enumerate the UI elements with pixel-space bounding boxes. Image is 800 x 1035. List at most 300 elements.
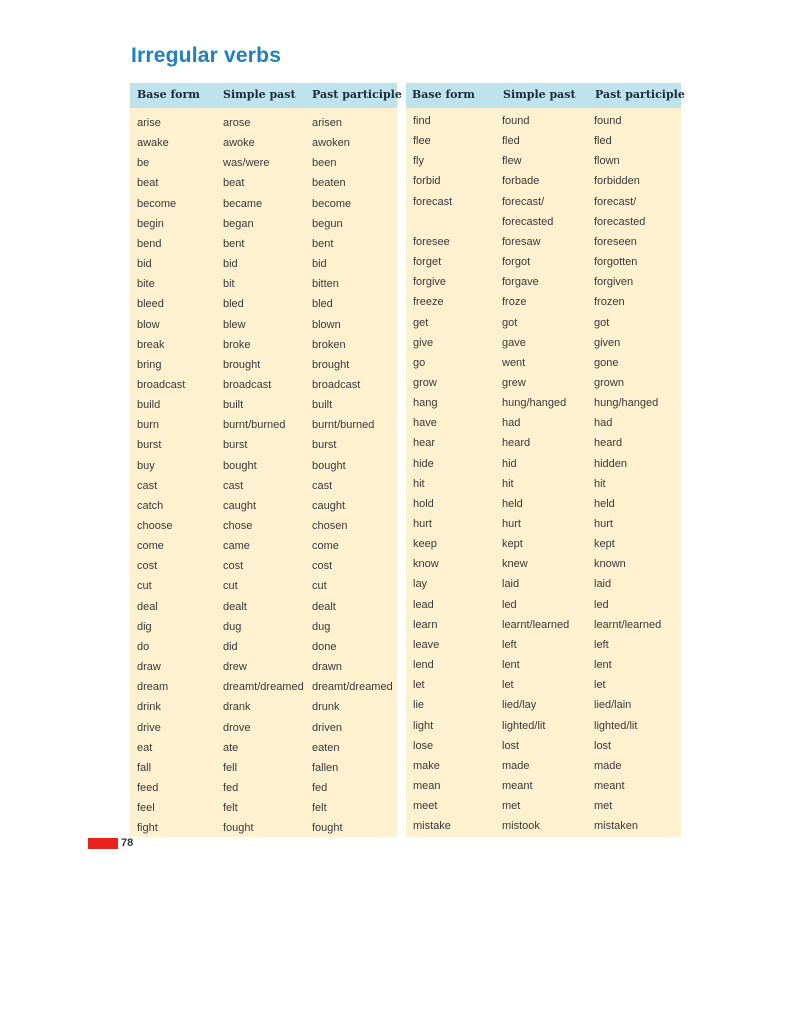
cell-simple-past: chose (223, 520, 253, 532)
header-simple-past: Simple past (503, 88, 576, 101)
table-row (130, 677, 397, 697)
table-row (130, 697, 397, 717)
cell-base-form: get (413, 316, 429, 329)
cell-base-form: feed (137, 781, 159, 794)
cell-base-form: learn (413, 618, 438, 631)
header-past-participle: Past participle (595, 88, 685, 101)
table-row (130, 133, 397, 153)
cell-simple-past: hit (502, 477, 514, 490)
cell-past-participle: caught (312, 499, 346, 512)
cell-simple-past: felt (223, 802, 238, 815)
cell-simple-past: broke (223, 338, 251, 351)
cell-base-form: forget (413, 256, 442, 269)
cell-past-participle: blown (312, 318, 341, 331)
cell-simple-past: fell (223, 761, 238, 774)
cell-simple-past: drank (223, 701, 251, 714)
verb-table-right (406, 83, 685, 837)
header-simple-past: Simple past (223, 88, 296, 101)
cell-simple-past: kept (502, 538, 523, 551)
table-row (406, 756, 681, 776)
cell-base-form: arise (137, 117, 161, 129)
cell-past-participle: flown (594, 155, 620, 168)
cell-base-form: lay (413, 578, 428, 591)
cell-base-form: know (413, 558, 439, 571)
cell-simple-past: found (502, 115, 530, 127)
cell-past-participle: hit (594, 477, 606, 490)
table-row (406, 373, 681, 393)
cell-past-participle: lied/lain (594, 699, 632, 712)
cell-simple-past: broadcast (223, 378, 272, 391)
cell-base-form: burn (137, 419, 160, 432)
cell-simple-past: forbade (502, 175, 540, 188)
cell-past-participle: fed (312, 781, 328, 794)
table-row (406, 574, 681, 594)
cell-past-participle: forgiven (594, 276, 634, 289)
cell-base-form: lie (413, 699, 425, 712)
cell-base-form: freeze (413, 296, 444, 309)
cell-base-form: hold (413, 497, 434, 510)
cell-simple-past: heard (502, 437, 531, 450)
cell-simple-past: got (502, 316, 518, 329)
cell-past-participle: met (594, 800, 613, 813)
table-body (130, 108, 397, 837)
cell-past-participle: cut (312, 580, 327, 593)
cell-simple-past: made (502, 759, 530, 772)
cell-simple-past: mistook (502, 820, 540, 833)
cell-base-form: mean (413, 779, 441, 792)
cell-base-form: hide (413, 457, 434, 470)
table-row (130, 194, 397, 214)
cell-past-participle: left (594, 638, 609, 651)
table-row (406, 454, 681, 474)
cell-simple-past: drove (223, 721, 251, 734)
cell-simple-past: had (502, 417, 521, 430)
cell-past-participle: grown (594, 376, 624, 389)
cell-base-form: forbid (413, 175, 441, 188)
table-row (406, 252, 681, 272)
table-row (406, 192, 681, 212)
cell-past-participle: bent (312, 237, 334, 250)
cell-base-form: hurt (413, 518, 432, 530)
cell-base-form: hit (413, 477, 425, 490)
cell-past-participle: cost (312, 560, 333, 573)
cell-base-form: awake (137, 137, 169, 150)
cell-past-participle: felt (312, 802, 327, 815)
cell-past-participle: known (594, 558, 626, 571)
page-number-bar (88, 838, 118, 849)
cell-simple-past: bit (223, 278, 235, 291)
cell-simple-past: went (502, 356, 526, 369)
table-row (130, 355, 397, 375)
table-row (406, 413, 681, 433)
cell-past-participle: lent (594, 659, 612, 672)
cell-simple-past: hid (502, 457, 517, 470)
cell-past-participle: had (594, 417, 613, 430)
cell-past-participle: arisen (312, 117, 342, 129)
cell-simple-past: was/were (223, 157, 270, 170)
cell-simple-past: gave (502, 336, 526, 349)
cell-past-participle: found (594, 115, 622, 127)
cell-simple-past: flew (502, 155, 522, 168)
cell-simple-past: laid (502, 578, 520, 591)
table-row (130, 576, 397, 596)
cell-base-form: find (413, 115, 431, 127)
table-row (406, 171, 681, 191)
cell-base-form: be (137, 157, 150, 170)
cell-base-form: come (137, 540, 164, 553)
cell-base-form: lead (413, 598, 434, 611)
cell-base-form: beat (137, 177, 159, 190)
table-row (130, 214, 397, 234)
cell-base-form: dream (137, 681, 169, 694)
table-row (130, 657, 397, 677)
cell-base-form: grow (413, 376, 437, 389)
cell-past-participle: dreamt/dreamed (312, 681, 393, 694)
cell-simple-past: bled (223, 298, 244, 311)
table-row (406, 655, 681, 675)
table-row (406, 716, 681, 736)
table-row (130, 234, 397, 254)
cell-base-form: deal (137, 600, 158, 613)
cell-base-form: dig (137, 620, 152, 633)
cell-base-form: bring (137, 358, 162, 371)
cell-past-participle: held (594, 497, 615, 510)
table-row (406, 433, 681, 453)
cell-simple-past: fled (502, 135, 520, 148)
cell-base-form: meet (413, 800, 438, 813)
cell-simple-past: fed (223, 781, 239, 794)
cell-simple-past: cut (223, 580, 238, 593)
cell-past-participle: hidden (594, 457, 628, 470)
table-row (130, 778, 397, 798)
cell-base-form: forgive (413, 276, 447, 289)
table-row (130, 113, 397, 133)
cell-simple-past: grew (502, 376, 526, 389)
cell-base-form: hang (413, 397, 438, 410)
cell-simple-past: forecast/ (502, 195, 545, 208)
cell-base-form: lose (413, 739, 434, 752)
cell-base-form: bleed (137, 298, 164, 311)
verb-table-left (130, 83, 402, 837)
table-row (130, 335, 397, 355)
cell-past-participle: done (312, 640, 337, 653)
cell-past-participle: burst (312, 439, 337, 452)
cell-past-participle: learnt/learned (594, 618, 662, 631)
table-row (130, 496, 397, 516)
table-row (130, 597, 397, 617)
table-row (130, 516, 397, 536)
cell-base-form: leave (413, 638, 440, 651)
cell-past-participle: brought (312, 358, 350, 371)
table-row (406, 554, 681, 574)
page-title: Irregular verbs (131, 44, 282, 67)
table-row (406, 232, 681, 252)
cell-simple-past: forecasted (502, 215, 554, 228)
table-row (130, 173, 397, 193)
cell-base-form: begin (137, 217, 164, 230)
cell-past-participle: come (312, 540, 339, 553)
cell-simple-past: forgot (502, 256, 531, 269)
cell-base-form: draw (137, 661, 161, 674)
cell-simple-past: became (223, 197, 263, 210)
cell-past-participle: frozen (594, 296, 625, 309)
cell-simple-past: let (502, 679, 514, 692)
cell-past-participle: beaten (312, 177, 346, 190)
table-row (406, 474, 681, 494)
table-row (406, 333, 681, 353)
cell-base-form: broadcast (137, 378, 186, 391)
table-row (130, 153, 397, 173)
table-row (130, 375, 397, 395)
table-row (406, 534, 681, 554)
table-row (406, 313, 681, 333)
table-row (406, 736, 681, 756)
cell-past-participle: forgotten (594, 256, 638, 269)
cell-base-form: hear (413, 437, 436, 450)
cell-simple-past: came (223, 540, 250, 553)
cell-simple-past: foresaw (502, 235, 541, 248)
cell-simple-past: lied/lay (502, 699, 537, 712)
cell-simple-past: froze (502, 296, 527, 309)
table-row (406, 292, 681, 312)
table-header (406, 83, 685, 108)
cell-base-form: flee (413, 135, 431, 148)
cell-base-form: lend (413, 659, 434, 672)
cell-simple-past: burnt/burned (223, 419, 286, 432)
cell-past-participle: mistaken (594, 820, 639, 833)
cell-simple-past: built (223, 399, 244, 412)
cell-past-participle: driven (312, 721, 342, 734)
cell-simple-past: beat (223, 177, 245, 190)
cell-base-form: let (413, 679, 425, 692)
table-row (130, 476, 397, 496)
cell-simple-past: bid (223, 258, 238, 271)
cell-past-participle: bled (312, 298, 333, 311)
cell-simple-past: held (502, 497, 523, 510)
cell-base-form: make (413, 759, 440, 772)
cell-base-form: cost (137, 560, 158, 573)
cell-past-participle: kept (594, 538, 615, 551)
cell-past-participle: meant (594, 779, 625, 792)
cell-past-participle: given (594, 336, 621, 349)
cell-simple-past: awoke (223, 137, 255, 150)
cell-past-participle: fought (312, 822, 343, 835)
cell-past-participle: drawn (312, 661, 342, 674)
cell-past-participle: forbidden (594, 175, 640, 188)
cell-simple-past: bent (223, 237, 245, 250)
table-row (406, 796, 681, 816)
cell-simple-past: bought (223, 459, 257, 472)
table-row (406, 695, 681, 715)
cell-simple-past: brought (223, 358, 261, 371)
table-row (406, 816, 681, 836)
table-row (130, 818, 397, 838)
cell-base-form: bite (137, 278, 155, 291)
header-base-form: Base form (412, 88, 475, 101)
table-row (130, 536, 397, 556)
cell-past-participle: broken (312, 338, 346, 351)
header-past-participle: Past participle (312, 88, 402, 101)
cell-past-participle: bitten (312, 278, 339, 291)
table-row (130, 556, 397, 576)
cell-base-form: blow (137, 318, 160, 331)
cell-simple-past: began (223, 217, 254, 230)
cell-simple-past: cost (223, 560, 244, 573)
table-header (130, 83, 402, 108)
table-row (130, 315, 397, 335)
cell-past-participle: built (312, 399, 333, 412)
cell-simple-past: fought (223, 822, 254, 835)
table-row (130, 456, 397, 476)
cell-simple-past: learnt/learned (502, 618, 570, 631)
cell-simple-past: did (223, 640, 238, 653)
cell-base-form: build (137, 399, 161, 412)
cell-past-participle: been (312, 157, 337, 170)
table-row (406, 635, 681, 655)
cell-past-participle: gone (594, 356, 619, 369)
cell-base-form: become (137, 197, 177, 210)
table-row (406, 494, 681, 514)
cell-base-form: feel (137, 802, 155, 815)
cell-past-participle: made (594, 759, 622, 772)
cell-simple-past: hurt (502, 518, 521, 530)
cell-past-participle: let (594, 679, 606, 692)
cell-simple-past: lent (502, 659, 520, 672)
cell-base-form: fly (413, 155, 424, 168)
table-row (130, 435, 397, 455)
cell-simple-past: forgave (502, 276, 539, 289)
table-row (406, 675, 681, 695)
table-row (130, 637, 397, 657)
cell-past-participle: fled (594, 135, 612, 148)
cell-base-form: fight (137, 822, 158, 835)
cell-base-form: forecast (413, 195, 453, 208)
cell-past-participle: bought (312, 459, 346, 472)
cell-simple-past: dealt (223, 600, 247, 613)
cell-past-participle: foreseen (594, 235, 637, 248)
table-row (130, 415, 397, 435)
cell-past-participle: drunk (312, 701, 340, 714)
cell-base-form: cast (137, 479, 158, 492)
table-row (406, 514, 681, 534)
table-row (406, 272, 681, 292)
cell-base-form: eat (137, 741, 153, 754)
cell-base-form: light (413, 719, 434, 732)
cell-past-participle: got (594, 316, 610, 329)
cell-simple-past: drew (223, 661, 247, 674)
cell-simple-past: dug (223, 620, 242, 633)
cell-base-form: cut (137, 580, 152, 593)
table-row (130, 718, 397, 738)
cell-past-participle: heard (594, 437, 623, 450)
table-row (406, 131, 681, 151)
cell-past-participle: hurt (594, 518, 613, 530)
cell-past-participle: fallen (312, 761, 339, 774)
cell-simple-past: knew (502, 558, 528, 571)
cell-base-form: go (413, 356, 426, 369)
table-row (406, 151, 681, 171)
cell-base-form: foresee (413, 235, 450, 248)
cell-base-form: choose (137, 520, 173, 532)
table-row (406, 776, 681, 796)
cell-past-participle: begun (312, 217, 343, 230)
cell-simple-past: lost (502, 739, 520, 752)
cell-simple-past: dreamt/dreamed (223, 681, 304, 694)
cell-simple-past: caught (223, 499, 257, 512)
cell-simple-past: arose (223, 117, 251, 129)
table-row (130, 617, 397, 637)
cell-past-participle: awoken (312, 137, 350, 150)
cell-past-participle: forecast/ (594, 195, 637, 208)
cell-simple-past: burst (223, 439, 248, 452)
cell-simple-past: lighted/lit (502, 719, 546, 732)
cell-base-form: bid (137, 258, 152, 271)
cell-past-participle: cast (312, 479, 333, 492)
cell-base-form: give (413, 336, 434, 349)
cell-base-form: drink (137, 701, 161, 714)
cell-simple-past: led (502, 598, 517, 611)
cell-base-form: have (413, 417, 437, 430)
cell-past-participle: broadcast (312, 378, 361, 391)
table-row (130, 738, 397, 758)
table-row (130, 798, 397, 818)
cell-simple-past: hung/hanged (502, 397, 567, 410)
cell-base-form: break (137, 338, 165, 351)
cell-past-participle: chosen (312, 520, 348, 532)
table-row (406, 615, 681, 635)
cell-base-form: buy (137, 459, 155, 472)
table-row (406, 111, 681, 131)
cell-simple-past: left (502, 638, 517, 651)
cell-base-form: fall (137, 761, 152, 774)
cell-base-form: do (137, 640, 150, 653)
cell-base-form: drive (137, 721, 161, 734)
cell-past-participle: dealt (312, 600, 336, 613)
cell-simple-past: blew (223, 318, 246, 331)
cell-past-participle: bid (312, 258, 327, 271)
table-row (130, 758, 397, 778)
cell-past-participle: led (594, 598, 609, 611)
table-row (130, 254, 397, 274)
cell-base-form: bend (137, 237, 162, 250)
cell-simple-past: cast (223, 479, 244, 492)
page-number: 78 (121, 837, 134, 849)
cell-past-participle: dug (312, 620, 331, 633)
cell-past-participle: forecasted (594, 215, 646, 228)
cell-past-participle: lost (594, 739, 612, 752)
cell-past-participle: eaten (312, 741, 340, 754)
table-row (406, 353, 681, 373)
cell-simple-past: ate (223, 741, 239, 754)
table-row (130, 274, 397, 294)
cell-base-form: keep (413, 538, 437, 551)
table-row (130, 294, 397, 314)
cell-base-form: catch (137, 499, 164, 512)
table-body (406, 108, 681, 837)
cell-past-participle: burnt/burned (312, 419, 375, 432)
cell-past-participle: hung/hanged (594, 397, 659, 410)
table-row (406, 212, 681, 232)
table-row (406, 393, 681, 413)
cell-past-participle: lighted/lit (594, 719, 638, 732)
table-row (130, 395, 397, 415)
header-base-form: Base form (137, 88, 200, 101)
cell-simple-past: meant (502, 779, 533, 792)
table-row (406, 595, 681, 615)
cell-past-participle: laid (594, 578, 612, 591)
cell-simple-past: met (502, 800, 521, 813)
cell-past-participle: become (312, 197, 352, 210)
